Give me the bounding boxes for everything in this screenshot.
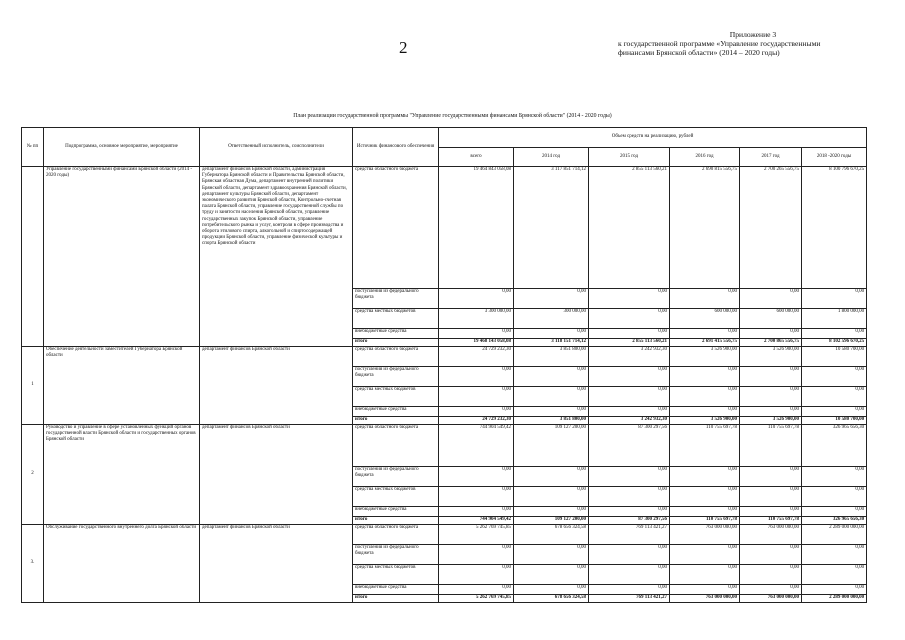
- row-amount: 0,00: [740, 487, 802, 507]
- row-amount: 0,00: [514, 387, 589, 407]
- row-amount: 0,00: [802, 545, 867, 565]
- row-amount: 0,00: [802, 329, 867, 339]
- row-source: средства местных бюджетов: [353, 387, 439, 407]
- row-amount: 110 755 697,78: [670, 425, 740, 467]
- row-amount: 678 656 324,58: [514, 595, 589, 603]
- row-amount: 0,00: [589, 487, 670, 507]
- header-year: 2016 год: [670, 148, 740, 167]
- row-executor: департамент финансов Брянской области: [200, 525, 353, 603]
- header-year: всего: [439, 148, 514, 167]
- row-source: поступления из федерального бюджета: [353, 289, 439, 309]
- header-year: 2017 год: [740, 148, 802, 167]
- row-amount: 8 102 596 670,25: [802, 339, 867, 347]
- row-amount: 110 755 697,78: [740, 425, 802, 467]
- row-amount: 109 127 200,00: [514, 517, 589, 525]
- row-amount: 0,00: [589, 507, 670, 517]
- row-amount: 10 580 700,00: [802, 417, 867, 425]
- row-source: итого: [353, 339, 439, 347]
- funding-table: [21, 127, 867, 603]
- row-amount: 0,00: [802, 565, 867, 585]
- row-amount: 0,00: [514, 407, 589, 417]
- row-amount: 0,00: [514, 585, 589, 595]
- row-amount: 0,00: [514, 329, 589, 339]
- row-activity-name: Управление государственными финансами Брянской области (2014 - 2020 годы): [44, 167, 200, 347]
- row-activity-name: Обеспечение деятельности заместителей Губернатора Брянской области: [44, 347, 200, 425]
- table-row: [22, 425, 867, 467]
- row-amount: 0,00: [802, 467, 867, 487]
- row-amount: 763 000 000,00: [670, 595, 740, 603]
- row-amount: 763 000 000,00: [740, 595, 802, 603]
- row-source: внебюджетные средства: [353, 407, 439, 417]
- row-amount: 3 242 932,30: [589, 417, 670, 425]
- row-amount: 0,00: [670, 487, 740, 507]
- row-index: 1: [22, 347, 44, 425]
- row-amount: 0,00: [439, 329, 514, 339]
- row-amount: 0,00: [589, 545, 670, 565]
- row-amount: 2 289 000 000,00: [802, 525, 867, 545]
- row-amount: 3 851 800,00: [514, 417, 589, 425]
- row-amount: 0,00: [439, 407, 514, 417]
- row-amount: 3 118 151 714,12: [514, 339, 589, 347]
- header-name: Подпрограмма, основное мероприятие, мероприятие: [44, 128, 200, 167]
- row-amount: 0,00: [514, 289, 589, 309]
- row-amount: 0,00: [740, 467, 802, 487]
- row-executor: департамент финансов Брянской области: [200, 425, 353, 525]
- row-amount: 2 700 865 556,75: [740, 339, 802, 347]
- row-amount: 19 464 843 058,08: [439, 167, 514, 289]
- row-amount: 2 855 113 560,21: [589, 339, 670, 347]
- row-amount: 2 691 415 556,75: [670, 339, 740, 347]
- row-amount: 3 526 900,00: [740, 417, 802, 425]
- header-year: 2018 -2020 годы: [802, 148, 867, 167]
- row-amount: 763 000 000,00: [740, 525, 802, 545]
- header-num: № пп: [22, 128, 44, 167]
- row-amount: 0,00: [439, 545, 514, 565]
- row-amount: 0,00: [740, 329, 802, 339]
- row-index: 2: [22, 425, 44, 525]
- table-row: [22, 525, 867, 545]
- table-row: [22, 167, 867, 289]
- header-year: 2015 год: [589, 148, 670, 167]
- row-amount: 769 113 421,27: [589, 525, 670, 545]
- row-amount: 0,00: [439, 289, 514, 309]
- row-amount: 0,00: [589, 585, 670, 595]
- row-amount: 3 242 932,30: [589, 347, 670, 367]
- row-amount: 0,00: [740, 565, 802, 585]
- row-amount: 300 000,00: [514, 309, 589, 329]
- row-source: средства областного бюджета: [353, 525, 439, 545]
- row-amount: 0,00: [589, 329, 670, 339]
- row-executor: департамент финансов Брянской области, администрация Губернатора Брянской области и Правительства Брянской области, Брянская областная Дума, департамент внутренней политики Брянской области, департамент здравоохранения Брянской области, департамент культуры Брянской области, департамент экономического развития Брянской области, Контрольно-счетная палата Брянской области, управление государственной службы по труду и занятости населения Брянской области, управление государственных закупок Брянской области, управление потребительского рынка и услуг, контроля в сфере производства и оборота этилового спирта, алкогольной и спиртосодержащей продукции Брянской области, управление физической культуры и спорта Брянской области: [200, 167, 353, 347]
- row-amount: 0,00: [802, 507, 867, 517]
- row-amount: 678 656 324,58: [514, 525, 589, 545]
- row-amount: 110 755 697,78: [670, 517, 740, 525]
- row-amount: 0,00: [670, 545, 740, 565]
- row-amount: 87 300 297,56: [589, 425, 670, 467]
- row-amount: 0,00: [439, 487, 514, 507]
- row-source: средства местных бюджетов: [353, 487, 439, 507]
- row-source: итого: [353, 595, 439, 603]
- row-amount: 0,00: [670, 565, 740, 585]
- row-source: средства местных бюджетов: [353, 309, 439, 329]
- row-amount: 5 262 769 745,85: [439, 525, 514, 545]
- header-source: Источник финансового обеспечения: [353, 128, 439, 167]
- row-amount: 0,00: [802, 487, 867, 507]
- row-source: итого: [353, 517, 439, 525]
- row-amount: 0,00: [802, 387, 867, 407]
- row-source: внебюджетные средства: [353, 507, 439, 517]
- row-amount: 763 000 000,00: [670, 525, 740, 545]
- row-amount: 2 700 265 556,75: [740, 167, 802, 289]
- row-amount: 109 127 200,00: [514, 425, 589, 467]
- row-amount: 0,00: [589, 565, 670, 585]
- appendix-header: [618, 30, 888, 57]
- row-amount: 0,00: [670, 507, 740, 517]
- row-amount: 24 729 232,30: [439, 417, 514, 425]
- row-amount: 1 800 000,00: [802, 309, 867, 329]
- page-number: 2: [399, 38, 408, 57]
- row-amount: 0,00: [439, 507, 514, 517]
- appendix-line-1: Приложение 3: [729, 30, 777, 39]
- row-source: поступления из федерального бюджета: [353, 467, 439, 487]
- row-amount: 2 289 000 000,00: [802, 595, 867, 603]
- table-body: [22, 167, 867, 603]
- row-source: поступления из федерального бюджета: [353, 367, 439, 387]
- row-amount: 0,00: [514, 467, 589, 487]
- row-amount: 8 100 796 670,25: [802, 167, 867, 289]
- row-amount: 10 580 700,00: [802, 347, 867, 367]
- row-source: средства областного бюджета: [353, 347, 439, 367]
- row-executor: департамент финансов Брянской области: [200, 347, 353, 425]
- row-amount: 0,00: [589, 367, 670, 387]
- row-amount: 0,00: [439, 467, 514, 487]
- row-amount: 0,00: [670, 467, 740, 487]
- row-amount: 0,00: [439, 585, 514, 595]
- row-amount: 0,00: [670, 387, 740, 407]
- row-amount: 0,00: [514, 367, 589, 387]
- row-amount: 0,00: [514, 545, 589, 565]
- row-source: внебюджетные средства: [353, 329, 439, 339]
- row-amount: 0,00: [514, 487, 589, 507]
- row-amount: 0,00: [740, 387, 802, 407]
- row-amount: 0,00: [439, 367, 514, 387]
- row-source: поступления из федерального бюджета: [353, 545, 439, 565]
- appendix-line-2: к государственной программе «Управление государственными: [618, 39, 821, 48]
- row-amount: 5 262 769 745,85: [439, 595, 514, 603]
- plan-title: План реализации государственной программы "Управление государственными финансами Брянской области" (2014 - 2020 годы): [293, 113, 612, 119]
- row-amount: 0,00: [740, 507, 802, 517]
- header-volume: Объем средств на реализацию, рублей: [439, 128, 867, 148]
- row-amount: 744 904 549,42: [439, 517, 514, 525]
- row-amount: 0,00: [439, 565, 514, 585]
- row-source: итого: [353, 417, 439, 425]
- row-index: 3.: [22, 525, 44, 603]
- row-amount: 0,00: [802, 367, 867, 387]
- row-amount: 0,00: [589, 407, 670, 417]
- row-amount: 744 904 549,42: [439, 425, 514, 467]
- row-activity-name: Руководство и управление в сфере установленных функций органов государственной власти Брянской области и государственных органов Брянской области: [44, 425, 200, 525]
- row-amount: 2 855 113 560,21: [589, 167, 670, 289]
- row-amount: 0,00: [670, 407, 740, 417]
- row-amount: 769 113 421,27: [589, 595, 670, 603]
- row-amount: 24 729 232,30: [439, 347, 514, 367]
- row-source: внебюджетные средства: [353, 585, 439, 595]
- table-row: [22, 347, 867, 367]
- row-amount: 0,00: [740, 367, 802, 387]
- row-amount: 3 526 900,00: [670, 417, 740, 425]
- row-amount: 0,00: [589, 467, 670, 487]
- row-amount: 19 468 143 058,08: [439, 339, 514, 347]
- row-amount: 0,00: [514, 507, 589, 517]
- row-activity-name: Обслуживание государственного внутреннего долга Брянской области: [44, 525, 200, 603]
- row-amount: 0,00: [589, 289, 670, 309]
- row-amount: 0,00: [740, 585, 802, 595]
- row-amount: 600 000,00: [670, 309, 740, 329]
- row-amount: 600 000,00: [740, 309, 802, 329]
- header-year: 2014 год: [514, 148, 589, 167]
- row-amount: 0,00: [439, 387, 514, 407]
- row-amount: 3 851 800,00: [514, 347, 589, 367]
- row-amount: 0,00: [589, 387, 670, 407]
- row-amount: 0,00: [514, 565, 589, 585]
- row-amount: 87 300 297,56: [589, 517, 670, 525]
- appendix-line-3: финансами Брянской области» (2014 – 2020 годы): [618, 48, 780, 57]
- row-source: средства областного бюджета: [353, 167, 439, 289]
- row-source: средства областного бюджета: [353, 425, 439, 467]
- row-amount: 3 526 900,00: [670, 347, 740, 367]
- row-amount: 0,00: [802, 289, 867, 309]
- row-amount: 110 755 697,78: [740, 517, 802, 525]
- row-amount: 0,00: [802, 585, 867, 595]
- row-amount: 326 965 656,30: [802, 517, 867, 525]
- row-amount: 0,00: [670, 289, 740, 309]
- row-amount: 0,00: [589, 309, 670, 329]
- header-executor: Ответственный исполнитель, соисполнители: [200, 128, 353, 167]
- row-amount: 0,00: [670, 367, 740, 387]
- row-amount: 3 117 851 714,12: [514, 167, 589, 289]
- row-amount: 0,00: [670, 585, 740, 595]
- row-amount: 3 300 000,00: [439, 309, 514, 329]
- row-index: [22, 167, 44, 347]
- row-source: средства местных бюджетов: [353, 565, 439, 585]
- row-amount: 0,00: [740, 545, 802, 565]
- row-amount: 326 965 656,30: [802, 425, 867, 467]
- row-amount: 0,00: [740, 407, 802, 417]
- row-amount: 0,00: [670, 329, 740, 339]
- row-amount: 3 526 900,00: [740, 347, 802, 367]
- row-amount: 0,00: [802, 407, 867, 417]
- row-amount: 2 690 815 556,75: [670, 167, 740, 289]
- row-amount: 0,00: [740, 289, 802, 309]
